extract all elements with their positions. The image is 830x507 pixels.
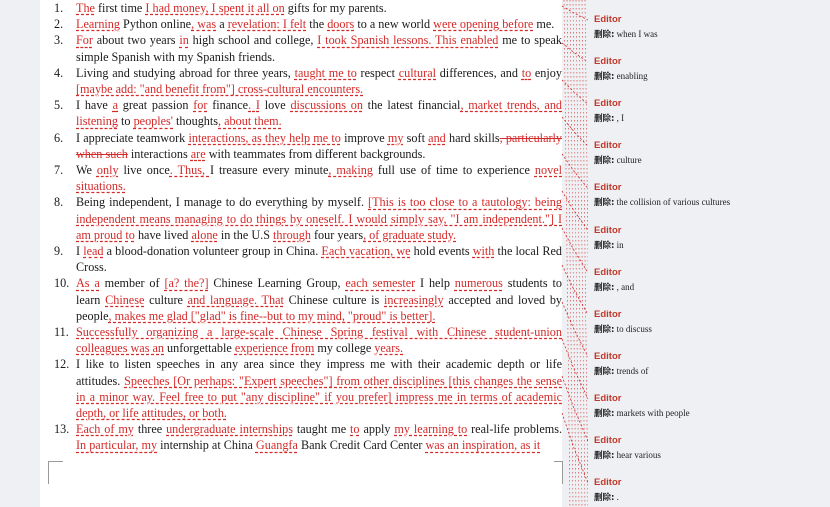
comment-text bbox=[594, 281, 824, 293]
body-text: unforgettable bbox=[164, 341, 235, 356]
comment-balloon[interactable] bbox=[594, 267, 824, 293]
body-text: in the U.S bbox=[217, 227, 274, 242]
revision-text: discussions on bbox=[290, 98, 363, 113]
comment-author: Editor bbox=[594, 477, 622, 489]
body-text: I bbox=[76, 244, 84, 259]
list-item[interactable] bbox=[54, 194, 562, 243]
body-text: gifts for my parents. bbox=[284, 1, 387, 15]
list-item[interactable] bbox=[54, 32, 562, 64]
body-text: full use of time to experience bbox=[372, 163, 535, 178]
body-text: I appreciate teamwork bbox=[76, 130, 189, 145]
revision-text: with bbox=[472, 244, 495, 259]
leader-hatch bbox=[567, 0, 573, 507]
leader-hatch bbox=[564, 0, 570, 507]
revision-text: cultural bbox=[398, 65, 436, 80]
list-item[interactable] bbox=[54, 243, 562, 275]
list-item[interactable] bbox=[54, 421, 562, 453]
comment-balloon[interactable] bbox=[594, 477, 824, 503]
revision-text: taught me to bbox=[294, 65, 357, 80]
comment-author: Editor bbox=[594, 182, 622, 194]
body-text: soft bbox=[403, 130, 429, 145]
deleted-text: the collision of various cultures bbox=[614, 197, 731, 208]
body-text: Being independent, I manage to do everything by myself. bbox=[76, 195, 369, 210]
body-text: a blood-donation volunteer group in China. bbox=[103, 244, 322, 259]
revision-text: and bbox=[428, 130, 446, 145]
body-text: four years bbox=[310, 227, 364, 242]
revision-text: each semester bbox=[345, 276, 416, 291]
list-number: 7. bbox=[54, 163, 64, 178]
revision-text: Each vacation, we bbox=[321, 244, 411, 259]
body-text: the bbox=[306, 17, 328, 32]
comment-balloon[interactable] bbox=[594, 435, 824, 461]
revision-text: The bbox=[76, 1, 95, 15]
body-text: I have bbox=[76, 98, 113, 113]
revision-text: . I bbox=[248, 98, 260, 113]
deleted-text: to discuss bbox=[614, 323, 652, 334]
list-number: 13. bbox=[54, 422, 70, 437]
revision-text: are bbox=[190, 146, 206, 161]
body-text: hold events bbox=[410, 244, 473, 259]
body-text: internship at China bbox=[157, 438, 256, 453]
list-item[interactable] bbox=[54, 16, 562, 32]
deleted-text: , I bbox=[614, 113, 625, 124]
comment-text bbox=[594, 449, 824, 461]
body-text: accepted and loved by people bbox=[76, 292, 562, 323]
revision-text: [maybe add: "and benefit from"] cross-cultural encounters. bbox=[76, 82, 364, 97]
deletion-label: 删除: bbox=[594, 30, 615, 40]
revision-text: novel situations. bbox=[76, 163, 562, 194]
body-text: Python online bbox=[120, 17, 192, 32]
revision-text: . Thus, bbox=[169, 163, 210, 178]
comment-balloon[interactable] bbox=[594, 309, 824, 335]
revision-text: Successfully organizing a large-scale Chinese Spring festival with Chinese student-union colleagues was an bbox=[76, 325, 562, 356]
body-text: students to learn bbox=[76, 276, 562, 307]
list-number: 12. bbox=[54, 357, 70, 372]
comment-text bbox=[594, 365, 824, 377]
revision-text: alone bbox=[191, 227, 218, 242]
deletion-label: 删除: bbox=[594, 493, 615, 504]
deletion-label: 删除: bbox=[594, 324, 615, 335]
leader-line bbox=[562, 117, 588, 146]
body-text: enjoy bbox=[531, 65, 562, 80]
deleted-text: , and bbox=[614, 281, 635, 292]
revision-text: revelation: I felt bbox=[227, 17, 307, 32]
comment-balloon[interactable] bbox=[594, 182, 824, 208]
body-text: my college bbox=[314, 341, 375, 356]
revision-text: in bbox=[179, 33, 189, 48]
list-number: 3. bbox=[54, 33, 64, 48]
comment-text bbox=[594, 70, 824, 82]
deletion-label: 删除: bbox=[594, 240, 615, 251]
body-text: Chinese culture is bbox=[283, 292, 385, 307]
leader-line bbox=[562, 228, 588, 273]
deletion-label: 删除: bbox=[594, 451, 615, 461]
comment-text bbox=[594, 407, 824, 419]
list-item[interactable] bbox=[54, 324, 562, 356]
comment-author: Editor bbox=[594, 56, 622, 68]
revision-text: For bbox=[76, 33, 93, 48]
body-text: member of bbox=[99, 276, 165, 291]
revision-text: , market trends, and listening bbox=[76, 98, 562, 129]
deletion-label: 删除: bbox=[594, 156, 615, 167]
deleted-text: trends of bbox=[614, 365, 649, 376]
list-item[interactable] bbox=[54, 65, 562, 97]
body-text: differences, and bbox=[436, 65, 522, 80]
revision-text: only bbox=[96, 163, 119, 178]
comment-balloon[interactable] bbox=[594, 14, 824, 40]
body-text: great passion bbox=[118, 98, 194, 113]
revision-text: doors bbox=[327, 17, 355, 32]
body-text: real-life problems. bbox=[467, 422, 562, 437]
revision-text: my bbox=[387, 130, 404, 145]
revision-text: , makes me glad ["glad" is fine--but to my mind, "proud" is better]. bbox=[108, 308, 436, 323]
body-text: Bank Credit Card Center bbox=[297, 438, 426, 453]
list-number: 9. bbox=[54, 244, 64, 259]
revision-text: to bbox=[350, 422, 360, 437]
body-text: We bbox=[76, 163, 97, 178]
comment-author: Editor bbox=[594, 392, 622, 404]
deletion-label: 删除: bbox=[594, 408, 615, 419]
comment-balloon[interactable] bbox=[594, 225, 824, 251]
body-text: respect bbox=[356, 65, 399, 80]
body-text: have lived bbox=[134, 227, 192, 242]
comment-text bbox=[594, 323, 824, 335]
comment-balloon[interactable] bbox=[594, 140, 824, 166]
page-corner-mark-left bbox=[48, 461, 63, 484]
body-text: to bbox=[117, 114, 134, 129]
body-text: three bbox=[133, 422, 167, 437]
revision-text: experience from bbox=[234, 341, 315, 356]
revision-text: to bbox=[521, 65, 532, 80]
comment-leader-lines bbox=[560, 0, 590, 507]
list-item[interactable] bbox=[54, 356, 562, 421]
revision-text: a bbox=[112, 98, 119, 113]
deleted-text: markets with people bbox=[614, 407, 690, 418]
revision-text: my learning to bbox=[394, 422, 468, 437]
revision-text: was an inspiration, as it bbox=[425, 438, 541, 453]
leader-line bbox=[562, 154, 588, 188]
list-item[interactable] bbox=[54, 97, 562, 129]
body-text: improve bbox=[340, 130, 388, 145]
comment-author: Editor bbox=[594, 435, 622, 446]
list-number: 1. bbox=[54, 1, 64, 15]
revision-text: In particular, my bbox=[76, 438, 158, 453]
leader-line bbox=[562, 265, 588, 315]
revision-text: through bbox=[273, 227, 311, 242]
deletion-label: 删除: bbox=[594, 72, 615, 83]
list-number: 6. bbox=[54, 130, 64, 145]
comment-author: Editor bbox=[594, 308, 622, 320]
comment-text bbox=[594, 112, 824, 124]
body-text: Living and studying abroad for three years, bbox=[76, 65, 295, 80]
document-page[interactable] bbox=[40, 0, 562, 507]
body-text: first time bbox=[94, 1, 146, 15]
deletion-label: 删除: bbox=[594, 114, 615, 125]
revision-text: years. bbox=[374, 341, 404, 356]
deletion-label: 删除: bbox=[594, 282, 615, 293]
list-number: 11. bbox=[54, 325, 69, 340]
revision-text: Each of my bbox=[76, 422, 134, 437]
body-text: live once bbox=[118, 163, 170, 178]
deleted-text: when I was bbox=[614, 29, 658, 39]
leader-line bbox=[562, 80, 588, 104]
body-text: Chinese Learning Group, bbox=[208, 276, 346, 291]
comment-text bbox=[594, 154, 824, 166]
list-number: 2. bbox=[54, 17, 64, 32]
body-text: about two years bbox=[92, 33, 180, 48]
revision-text: [a? the?] bbox=[164, 276, 209, 291]
comment-author: Editor bbox=[594, 350, 622, 362]
list-item[interactable] bbox=[54, 162, 562, 194]
comment-text bbox=[594, 196, 824, 208]
revision-text: , was bbox=[191, 17, 217, 32]
comment-author: Editor bbox=[594, 98, 622, 110]
deleted-text: enabling bbox=[614, 71, 648, 82]
comment-text bbox=[594, 239, 824, 251]
body-text: apply bbox=[359, 422, 395, 437]
body-text: taught me bbox=[292, 422, 351, 437]
revision-text: peoples' bbox=[133, 114, 173, 129]
revision-text: undergraduate internships bbox=[166, 422, 293, 437]
revision-text: to bbox=[125, 227, 135, 242]
revision-text: , making bbox=[328, 163, 373, 178]
comment-balloon[interactable] bbox=[594, 393, 824, 419]
deleted-text: in bbox=[614, 239, 624, 250]
comment-balloon[interactable] bbox=[594, 351, 824, 377]
revision-text: , particularly when such bbox=[76, 130, 562, 161]
body-text: I help bbox=[415, 276, 455, 291]
deleted-text: hear various bbox=[614, 450, 661, 460]
deletion-label: 删除: bbox=[594, 198, 615, 209]
list-number: 10. bbox=[54, 276, 70, 291]
leader-line bbox=[562, 339, 588, 399]
body-text: I treasure every minute bbox=[209, 163, 329, 178]
body-text: the local Red Cross. bbox=[76, 244, 562, 275]
list-item[interactable] bbox=[54, 130, 562, 162]
revision-text: I took Spanish lessons. This enabled bbox=[317, 33, 499, 48]
comment-author: Editor bbox=[594, 266, 622, 278]
revision-text: interactions, as they help me to bbox=[188, 130, 341, 145]
revision-text: increasingly bbox=[384, 292, 444, 307]
list-number: 8. bbox=[54, 195, 64, 210]
revision-text: Chinese bbox=[105, 292, 145, 307]
revision-text: As a bbox=[76, 276, 100, 291]
body-text: with teammates from different backgrounds. bbox=[205, 146, 426, 161]
body-text: a bbox=[216, 17, 228, 32]
revision-text: Speeches [Or perhaps: "Expert speeches"] from other disciplines [this changes the sense in a minor way. Feel free to put "any discipline" if you prefer] impress me in terms of academic depth, or life attitudes, or both. bbox=[76, 373, 562, 421]
revision-text: and language. That bbox=[187, 292, 284, 307]
comment-author: Editor bbox=[594, 140, 622, 152]
deleted-text: . bbox=[614, 492, 619, 503]
revision-text: , about them. bbox=[218, 114, 282, 129]
body-text: hard skills bbox=[445, 130, 500, 145]
body-text: me to speak simple Spanish with my Spanish friends. bbox=[76, 33, 562, 64]
revision-text: were opening before bbox=[433, 17, 534, 32]
list-number: 5. bbox=[54, 98, 64, 113]
body-text: the latest financial bbox=[362, 98, 461, 113]
revision-text: Learning bbox=[76, 17, 120, 32]
body-text: love bbox=[259, 98, 291, 113]
body-text: culture bbox=[144, 292, 188, 307]
revision-text: [This is too close to a tautology: being independent means managing to do things by oneself. I would simply say, "I am independent."] I am proud bbox=[76, 195, 562, 242]
body-text: me. bbox=[533, 17, 555, 32]
deletion-label: 删除: bbox=[594, 366, 615, 377]
list-item[interactable] bbox=[54, 0, 562, 16]
list-number: 4. bbox=[54, 65, 64, 80]
comment-text bbox=[594, 28, 824, 40]
numbered-list bbox=[54, 0, 562, 454]
leader-hatch bbox=[570, 0, 576, 507]
comment-text bbox=[594, 491, 824, 503]
body-text: finance bbox=[207, 98, 249, 113]
deleted-text: culture bbox=[614, 155, 642, 166]
revision-text: , of graduate study. bbox=[363, 227, 457, 242]
list-item[interactable] bbox=[54, 275, 562, 324]
leader-line bbox=[562, 302, 588, 357]
body-text: thoughts bbox=[173, 114, 219, 129]
revision-text: I had money, I spent it all on bbox=[145, 1, 285, 15]
leader-line bbox=[562, 43, 588, 62]
revision-text: numerous bbox=[454, 276, 503, 291]
leader-hatch bbox=[576, 0, 582, 507]
revision-text: Guangfa bbox=[255, 438, 298, 453]
comment-balloon[interactable] bbox=[594, 98, 824, 124]
comment-author: Editor bbox=[594, 224, 622, 236]
body-text: I like to listen speeches in any area since they impress me with their academic depth or life attitudes. bbox=[76, 357, 562, 388]
body-text: interactions bbox=[127, 146, 191, 161]
revision-text: for bbox=[193, 98, 208, 113]
revision-text: lead bbox=[83, 244, 104, 259]
comments-pane[interactable] bbox=[588, 0, 830, 507]
comment-balloon[interactable] bbox=[594, 56, 824, 82]
body-text: high school and college, bbox=[188, 33, 318, 48]
leader-line bbox=[562, 6, 588, 20]
leader-hatch bbox=[579, 0, 585, 507]
body-text: to a new world bbox=[354, 17, 434, 32]
comment-author: Editor bbox=[594, 14, 622, 25]
